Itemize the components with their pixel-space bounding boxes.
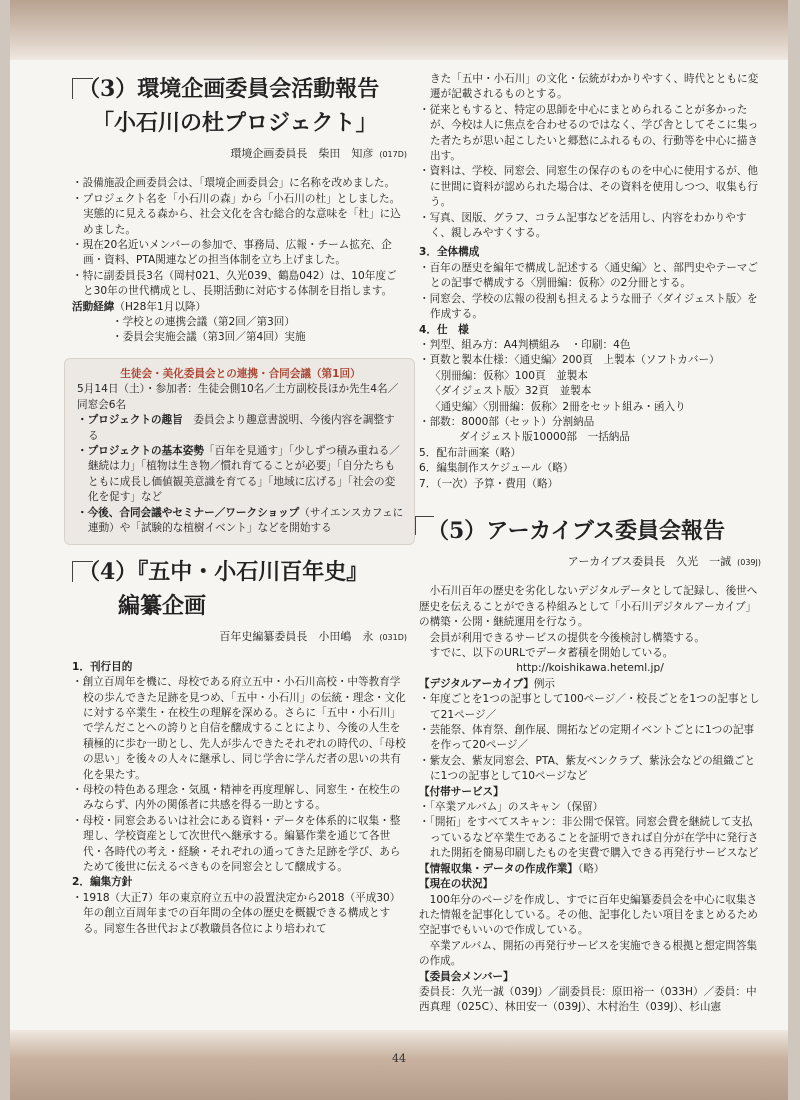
article5-author-code: (039J) [737, 557, 761, 567]
spec-line: ・部数：8000部（セット）分割納品 [419, 415, 595, 428]
section-title: 5．配布計画案（略） [419, 446, 522, 459]
article4-title-line1: （4）『五中・小石川百年史』 [78, 559, 369, 586]
callout-bullet-head: ・プロジェクトの基本姿勢 [77, 444, 204, 457]
activity-history-item: ・委員会実施会議（第3回／第4回）実施 [112, 331, 306, 344]
article4-paragraph: ・母校・同窓会あるいは社会にある資料・データを体系的に収集・整理し、学校資産として次世代へ継承する。編纂作業を通じて各世代・各時代の考え・経験・それぞれの通ってきた足跡を学び、あらためて後世に伝えるべきものを同窓会として醸成する。 [72, 814, 401, 874]
archive-url: http://koishikawa.heteml.jp/ [516, 662, 664, 675]
callout-bullet [77, 444, 404, 506]
article4-paragraph: ・創立百周年を機に、母校である府立五中・小石川高校・中等教育学校の歩んできた足跡を見つめ、「五中・小石川」の伝統・理念・文化に対する卒業生・在校生の理解を深める。さらに「五中・小石川」で学んだことへの誇りと自信を醸成することにより、今後の人生を積極的に歩む一助とし、先人が歩んできたそれぞれの時代の、「母校の思い」を後々の人々に継承し、同じ学舎に学んだ者の思いの共有化を果たす。 [72, 676, 406, 781]
digital-archive-head: 【デジタルアーカイブ】 [419, 677, 534, 690]
page-number: 44 [392, 1052, 406, 1065]
digital-archive-item: ・紫友会、紫友同窓会、PTA、紫友ベンクラブ、紫泳会などの組織ごとに1つの記事として10ページなど [419, 754, 756, 783]
spec-line: ダイジェスト版10000部 一括納品 [459, 431, 630, 444]
article4-author [72, 629, 407, 645]
activity-history-item: ・学校との連携会議（第2回／第3回） [112, 316, 295, 329]
article3-title-line1: （3）環境企画委員会活動報告 [78, 76, 380, 102]
article5-author-name: アーカイブス委員長 久光 一誠 [567, 554, 732, 568]
article4-paragraph: ・同窓会、学校の広報の役割も担えるような冊子〈ダイジェスト版〉を作成する。 [419, 292, 758, 321]
section-title: 7．（一次）予算・費用（略） [419, 477, 559, 490]
article3-paragraph: ・プロジェクト名を「小石川の森」から「小石川の杜」としました。実態的に見える森から、社会文化を含む総合的な意味を「杜」に込めました。 [72, 192, 401, 236]
article3-paragraph: ・現在20名近いメンバーの参加で、事務局、広報・チーム拡充、企画・資料、PTA関連などの担当体制を立ち上げました。 [72, 239, 392, 267]
section-title: 3．全体構成 [419, 246, 480, 259]
collect-head: 【情報収集・データの作成作業】 [419, 862, 578, 875]
section-title: 1．刊行目的 [72, 660, 133, 673]
article4-paragraph: ・母校の特色ある理念・気風・精神を再度理解し、同窓生・在校生のみならず、内外の関係者に共感を得る一助とする。 [72, 784, 401, 812]
article5-intro: 小石川百年の歴史を劣化しないデジタルデータとして記録し、後世へ歴史を伝えることができる枠組みとして「小石川デジタルアーカイブ」の構築・公開・継続運用を行なう。 [419, 585, 758, 629]
article3-heading [72, 72, 407, 140]
callout-line: 5月14日（土）・参加者：生徒会側10名／土方副校長ほか先生4名／同窓会6名 [77, 383, 399, 411]
digital-archive-suffix: 例示 [533, 677, 556, 690]
spec-line: 〈通史編〉〈別冊編：仮称〉2冊をセット組み・函入り [430, 400, 686, 413]
article3-author-code: (017D) [379, 150, 407, 159]
article5-author [419, 554, 761, 570]
left-column [72, 72, 407, 937]
digital-archive-item: ・年度ごとを1つの記事として100ページ／・校長ごとを1つの記事として21ページ／ [419, 693, 760, 721]
activity-history [72, 300, 407, 315]
callout-bullet-head: ・プロジェクトの趣旨 [77, 414, 183, 427]
article4-paragraph: ・資料は、学校、同窓会、同窓生の保存のものを中心に使用するが、他に世間に資料が認められた場合は、その資料を使用しつつ、収集も行う。 [419, 165, 758, 209]
spec-line: ・判型、組み方：A4判横組み ・印刷：4色 [419, 338, 631, 351]
page [10, 0, 788, 1100]
section-title: 2．編集方針 [72, 876, 133, 889]
article4-paragraph: ・1918（大正7）年の東京府立五中の設置決定から2018（平成30）年の創立百周年までの百年間の全体の歴史を概観できる構成とする。同窓生各世代および教職員各位により培われて [72, 891, 401, 935]
section-title: 4．仕 様 [419, 323, 469, 336]
article4-author-name: 百年史編纂委員長 小田嶋 永 [219, 630, 374, 644]
digital-archive-heading [419, 677, 761, 692]
members-heading: 【委員会メンバー】 [419, 970, 514, 983]
spec-line: 〈別冊編：仮称〉100頁 並製本 [430, 369, 588, 382]
article3-author [72, 146, 407, 162]
article4-title-line2: 編纂企画 [118, 593, 207, 620]
callout-bullet [77, 506, 404, 537]
article4-paragraph: ・百年の歴史を編年で構成し記述する〈通史編〉と、部門史やテーマごとの記事で構成する〈別冊編：仮称〉の2分冊とする。 [419, 261, 758, 290]
article3-author-name: 環境企画委員長 柴田 知彦 [230, 147, 374, 160]
activity-history-label: 活動経緯 [72, 300, 115, 313]
article5-heading [419, 514, 761, 548]
article4-heading [72, 555, 407, 623]
status-paragraph: 100年分のページを作成し、すでに百年史編纂委員会を中心に収集された情報を記事化している。その他、記事化したい項目をまとめるため空記事でもいいので作成している。 [419, 893, 758, 937]
article4-continued: きた「五中・小石川」の文化・伝統がわかりやすく、時代とともに変遷が記載されるものとする。 [430, 73, 759, 101]
status-paragraph: 卒業アルバム、開拓の再発行サービスを実施できる根拠と想定問答集の作成。 [419, 939, 758, 968]
callout-bullet-body: 「百年を見通す」「少しずつ積み重ねる／継続は力」「植物は生き物／慣れ育てることが必要」「自分たちもともに成長し価値観美意識を育てる」「地域に広げる」「社会の変化を促す」など [88, 444, 400, 504]
service-item: ・「卒業アルバム」のスキャン（保留） [419, 801, 604, 814]
article5-intro: 会員が利用できるサービスの提供を今後検討し構築する。 [429, 631, 706, 644]
collect-suffix: （略） [577, 862, 605, 875]
service-heading: 【付帯サービス】 [419, 785, 504, 798]
article3-paragraph: ・特に副委員長3名（岡村021、久光039、鶴島042）は、10年度ごと30年の世代構成とし、長期活動に対応する体制を目指します。 [72, 269, 397, 298]
callout-bullet [77, 413, 404, 444]
callout-title: 生徒会・美化委員会との連携・合同会議（第1回） [120, 367, 361, 380]
joint-meeting-callout [64, 358, 415, 545]
callout-bullet-body: （サイエンスカフェに連動）や「試験的な植樹イベント」などを開始する [88, 506, 404, 534]
activity-history-period: （H28年1月以降） [114, 300, 207, 313]
article4-paragraph: ・写真、図版、グラフ、コラム記事などを活用し、内容をわかりやすく、親しみやすくする。 [419, 211, 747, 240]
article5-intro: すでに、以下のURLでデータ蓄積を開始している。 [429, 647, 674, 659]
service-item: ・「開拓」をすべてスキャン：非公開で保管。同窓会費を継続して支払っているなど卒業生であることを証明できれば自分が在学中に発行された開拓を簡易印刷したものを実費で購入できる再発行サービスなど [419, 816, 759, 860]
status-heading: 【現在の状況】 [419, 878, 494, 891]
members-list: 委員長：久光一誠（039J）／副委員長：原田裕一（033H）／委員：中西真理（025C）、林田安一（039J）、木村治生（039J）、杉山憲 [419, 985, 757, 1014]
article4-paragraph: ・従来ともすると、特定の思師を中心にまとめられることが多かったが、今校は人に焦点を合わせるのではなく、学び舎としてそこに集った者たちが思い起こしたいと郷愁にふれるもの、行動等を中心に描き出す。 [419, 103, 759, 163]
spec-line: ・頁数と製本仕様：〈通史編〉200頁 上製本（ソフトカバー） [419, 354, 720, 367]
digital-archive-item: ・芸能祭、体育祭、創作展、開拓などの定期イベントごとに1つの記事を作って20ページ／ [419, 724, 755, 752]
top-band [10, 0, 788, 60]
section-title: 6．編集制作スケジュール（略） [419, 462, 574, 475]
article4-author-code: (031D) [379, 633, 407, 643]
article3-title-line2: 「小石川の杜プロジェクト」 [92, 110, 378, 136]
bottom-band [10, 1030, 788, 1100]
article3-paragraph: ・設備施設企画委員会は、「環境企画委員会」に名称を改めました。 [72, 177, 396, 190]
right-column [419, 72, 761, 1016]
callout-bullet-head: ・今後、合同会議やセミナー／ワークショップ [77, 506, 300, 519]
collect-heading [419, 862, 761, 877]
article5-title: （5）アーカイブス委員会報告 [427, 517, 726, 544]
spec-line: 〈ダイジェスト版〉32頁 並製本 [430, 385, 592, 398]
callout-bullet-body: 委員会より趣意書説明、今後内容を調整する [88, 414, 395, 442]
